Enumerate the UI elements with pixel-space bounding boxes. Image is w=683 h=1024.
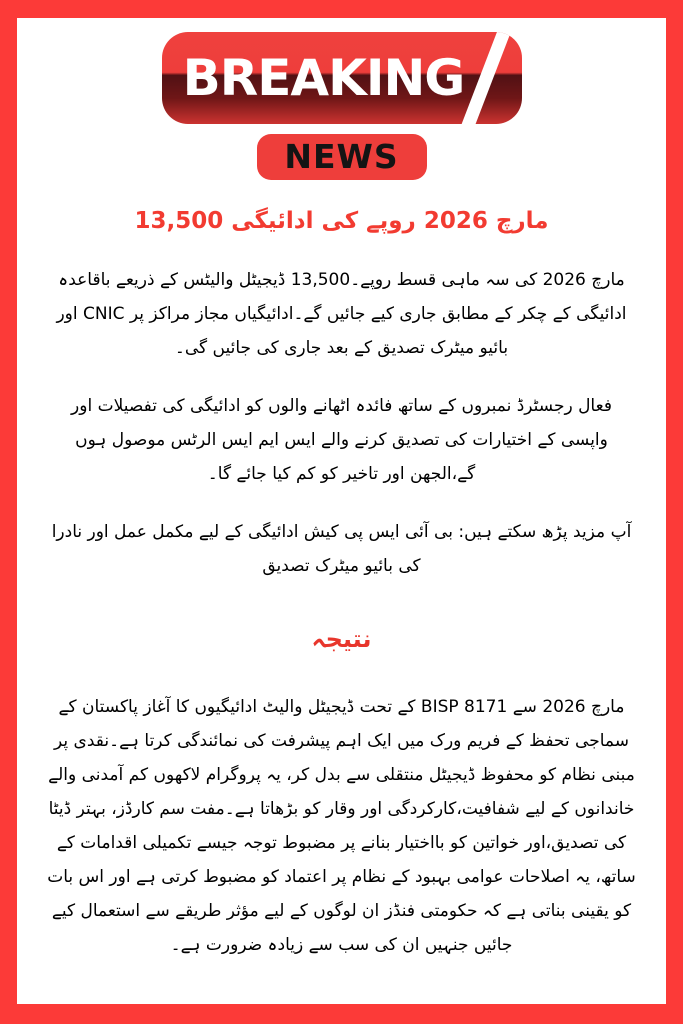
breaking-label: BREAKING [182,49,465,107]
news-bulletin-page [17,18,666,1004]
news-label: NEWS [257,134,427,180]
section-heading-conclusion: نتیجہ [311,624,372,653]
article-paragraph-sms-alerts: فعال رجسٹرڈ نمبروں کے ساتھ فائدہ اٹھانے والوں کو ادائیگی کی تفصیلات اور واپسی کے اختیارات کی تصدیق کرنے والے ایس ایم ایس الرٹس موصول ہوں گے،الجھن اور تاخیر کو کم کیا جائے گا۔ [71,395,612,484]
breaking-news-logo [17,18,666,180]
article-paragraph-payment-details: مارچ 2026 کی سہ ماہی قسط روپے۔13,500 ڈیجیٹل والیٹس کے ذریعے باقاعدہ ادائیگی کے چکر کے مطابق جاری کیے جائیں گے۔ادائیگیاں مجاز مراکز پر CNIC اور بائیو میٹرک تصدیق کے بعد جاری کی جائیں گی۔ [56,269,627,358]
article-paragraph-read-more: آپ مزید پڑھ سکتے ہیں: بی آئی ایس پی کیش ادائیگی کے لیے مکمل عمل اور نادرا کی بائیو میٹرک تصدیق [51,521,632,576]
conclusion-paragraph: مارچ 2026 سے BISP 8171 کے تحت ڈیجیٹل والیٹ ادائیگیوں کا آغاز پاکستان کے سماجی تحفظ کے فریم ورک میں ایک اہم پیشرفت کی نمائندگی کرتا ہے۔نقدی پر مبنی نظام کو محفوظ ڈیجیٹل منتقلی سے بدل کر، یہ پروگرام لاکھوں کم آمدنی والے خاندانوں کے لیے شفافیت،کارکردگی اور وقار کو بڑھاتا ہے۔مفت سم کارڈز، بہتر ڈیٹا کی تصدیق،اور خواتین کو بااختیار بنانے پر مضبوط توجہ جیسے تکمیلی اقدامات کے ساتھ، یہ اصلاحات عوامی بہبود کے نظام پر اعتماد کو مضبوط کرتی ہے اور اس بات کو یقینی بناتی ہے کہ حکومتی فنڈز ان لوگوں کے لیے مؤثر طریقے سے استعمال کیے جائیں جنہیں ان کی سب سے زیادہ ضرورت ہے۔ [47,697,636,956]
headline: مارچ 2026 روپے کی ادائیگی 13,500 [134,208,549,234]
breaking-banner [162,32,522,124]
